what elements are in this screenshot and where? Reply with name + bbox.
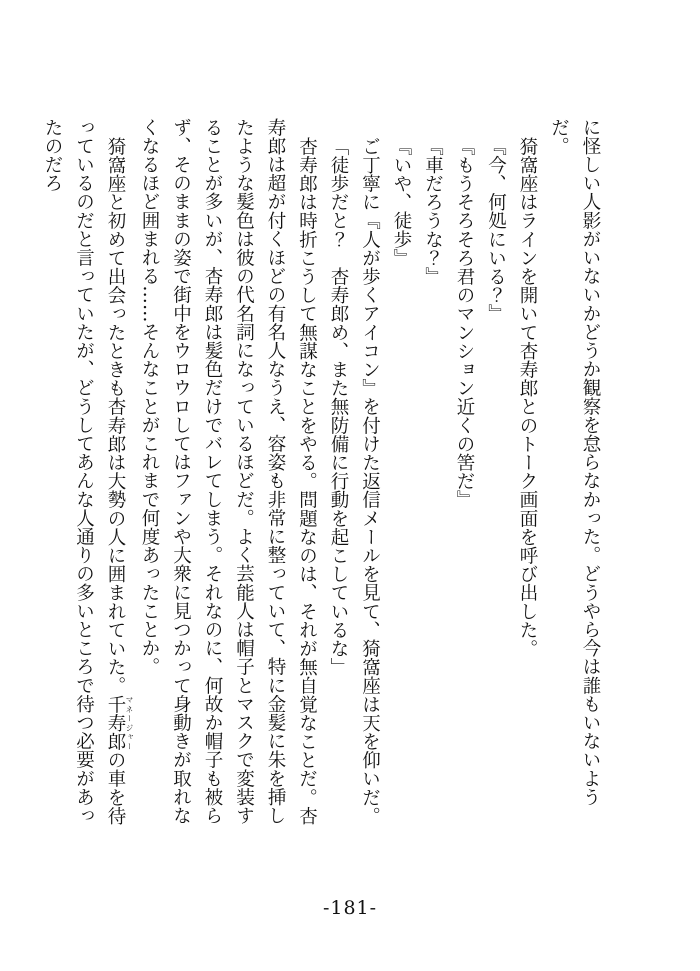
paragraph: 杏寿郎は時折こうして無謀なことをやる。問題なのは、それが無自覚なことだ。杏寿郎は超が付くほどの有名人なうえ、容姿も非常に整っていて、特に金髪に朱を挿したような髪色は彼の代名詞になっているほどだ。よく芸能人は帽子とマスクで変装することが多いが、杏寿郎は髪色だけでバレてしまう。それなのに、何故か帽子も被らず、そのままの姿で街中をウロウロしてはファンや大衆に見つかって身動きが取れなくなるほど囲まれる……そんなことがこれまで何度あったことか。 [139, 118, 318, 825]
page-number: -181- [322, 897, 378, 919]
paragraph: に怪しい人影がいないかどうか観察を怠らなかった。どうやら今は誰もいないようだ。 [548, 118, 601, 807]
ruby-base: 千寿郎 [105, 694, 126, 751]
paragraph-text: 猗窩座と初めて出会ったときも杏寿郎は大勢の人に囲まれていた。 [105, 136, 126, 695]
paragraph-dialogue: 「徒歩だと？ 杏寿郎め、また無防備に行動を起こしているな」 [328, 136, 349, 676]
paragraph-dialogue: 『いや、徒歩』 [391, 136, 412, 267]
paragraph: 猗窩座はラインを開いて杏寿郎とのトーク画面を呼び出した。 [517, 136, 538, 658]
paragraph-dialogue: 『もうそろそろ君のマンション近くの筈だ』 [454, 136, 475, 509]
paragraph-dialogue: 『車だろうな？』 [422, 136, 444, 286]
paragraph [37, 118, 134, 842]
ruby-annotation [105, 694, 134, 751]
paragraph: ご丁寧に『人が歩くアイコン』を付けた返信メールを見て、猗窩座は天を仰いだ。 [359, 136, 381, 825]
ruby-text: マネージャー [125, 694, 134, 751]
paragraph-text: の車を待っているのだと言っていたが、どうしてあんな人通りの多いところで待つ必要があったのだろ [42, 118, 126, 825]
page-text [42, 118, 606, 842]
paragraph-dialogue: 『今、何処にいる？』 [485, 136, 507, 323]
